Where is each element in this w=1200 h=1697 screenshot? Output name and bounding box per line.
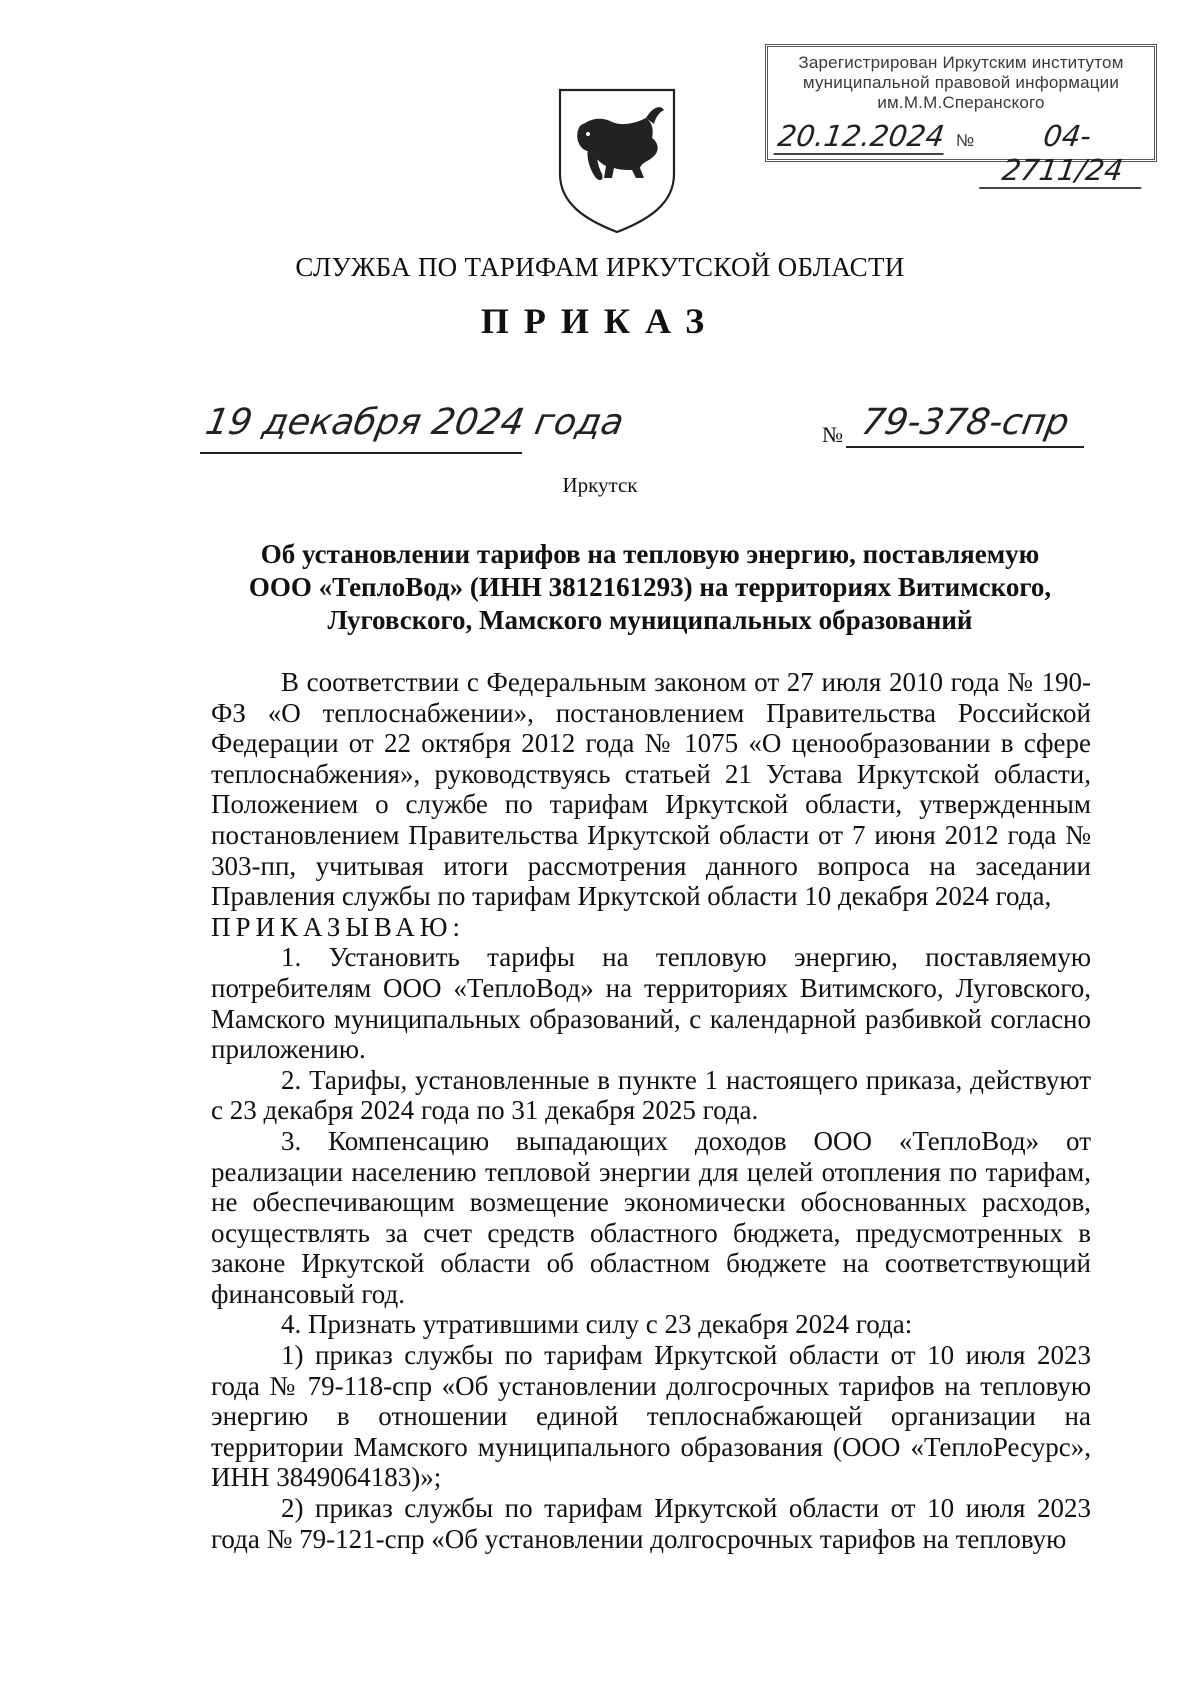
order-number: 79-378-спр <box>858 402 1073 443</box>
stamp-registration-number: 04-2711/24 <box>979 119 1151 189</box>
order-item-2: 2. Тарифы, установленные в пункте 1 настоящего приказа, действуют с 23 декабря 2024 года по 31 декабря 2025 года. <box>211 1064 1091 1126</box>
document-title <box>210 538 1090 637</box>
order-item-1: 1. Установить тарифы на тепловую энергию, поставляемую потребителям ООО «ТеплоВод» на территориях Витимского, Луговского, Мамского муниципальных образований, с календарной разбивкой согласно приложению. <box>211 942 1091 1065</box>
stamp-registration-row <box>775 119 1146 187</box>
preamble-paragraph: В соответствии с Федеральным законом от 27 июля 2010 года № 190-ФЗ «О теплоснабжении», постановлением Правительства Российской Федерации от 22 октября 2012 года № 1075 «О ценообразовании в сфере теплоснабжения», руководствуясь статьей 21 Устава Иркутской области, Положением о службе по тарифам Иркутской области, утвержденным постановлением Правительства Иркутской области от 7 июня 2012 года № 303-пп, учитывая итоги рассмотрения данного вопроса на заседании Правления службы по тарифам Иркутской области 10 декабря 2024 года, <box>211 667 1091 912</box>
stamp-line-2: муниципальной правовой информации <box>802 73 1120 92</box>
stamp-number-label: № <box>956 131 975 150</box>
document-type: ПРИКАЗ <box>480 301 720 341</box>
date-underline <box>200 452 522 454</box>
title-line-3: Луговского, Мамского муниципальных образований <box>327 605 973 635</box>
order-item-3: 3. Компенсацию выпадающих доходов ООО «ТеплоВод» от реализации населению тепловой энергии для целей отопления по тарифам, не обеспечивающим возмещение экономически обоснованных расходов, осуществлять за счет средств областного бюджета, предусмотренных в законе Иркутской области об областном бюджете на соответствующий финансовый год. <box>211 1125 1091 1309</box>
stamp-registration-date: 20.12.2024 <box>773 119 948 155</box>
stamp-line-3: им.М.М.Сперанского <box>877 93 1045 112</box>
order-item-4: 4. Признать утратившими силу с 23 декабря 2024 года: <box>281 1309 913 1340</box>
order-number-label: № <box>822 422 843 447</box>
stamp-line-1: Зарегистрирован Иркутским институтом <box>798 53 1124 72</box>
title-line-1: Об установлении тарифов на тепловую энергию, поставляемую <box>260 539 1040 569</box>
order-item-4-1: 1) приказ службы по тарифам Иркутской области от 10 июля 2023 года № 79-118-спр «Об установлении долгосрочных тарифов на тепловую энергию в отношении единой теплоснабжающей организации на территории Мамского муниципального образования (ООО «ТеплоРесурс», ИНН 3849064183)»; <box>211 1340 1091 1493</box>
title-line-2: ООО «ТеплоВод» (ИНН 3812161293) на территориях Витимского, <box>248 572 1052 602</box>
registration-stamp <box>765 44 1157 187</box>
order-word: ПРИКАЗЫВАЮ: <box>211 911 465 942</box>
order-date: 19 декабря 2024 года <box>202 402 627 443</box>
order-item-4-2: 2) приказ службы по тарифам Иркутской области от 10 июля 2023 года № 79-121-спр «Об установлении долгосрочных тарифов на тепловую <box>211 1493 1091 1554</box>
irkutsk-coat-of-arms-icon <box>556 86 678 236</box>
number-underline <box>846 446 1084 448</box>
organization-name: СЛУЖБА ПО ТАРИФАМ ИРКУТСКОЙ ОБЛАСТИ <box>295 252 905 282</box>
document-body <box>211 667 1091 1554</box>
city: Иркутск <box>562 473 638 497</box>
